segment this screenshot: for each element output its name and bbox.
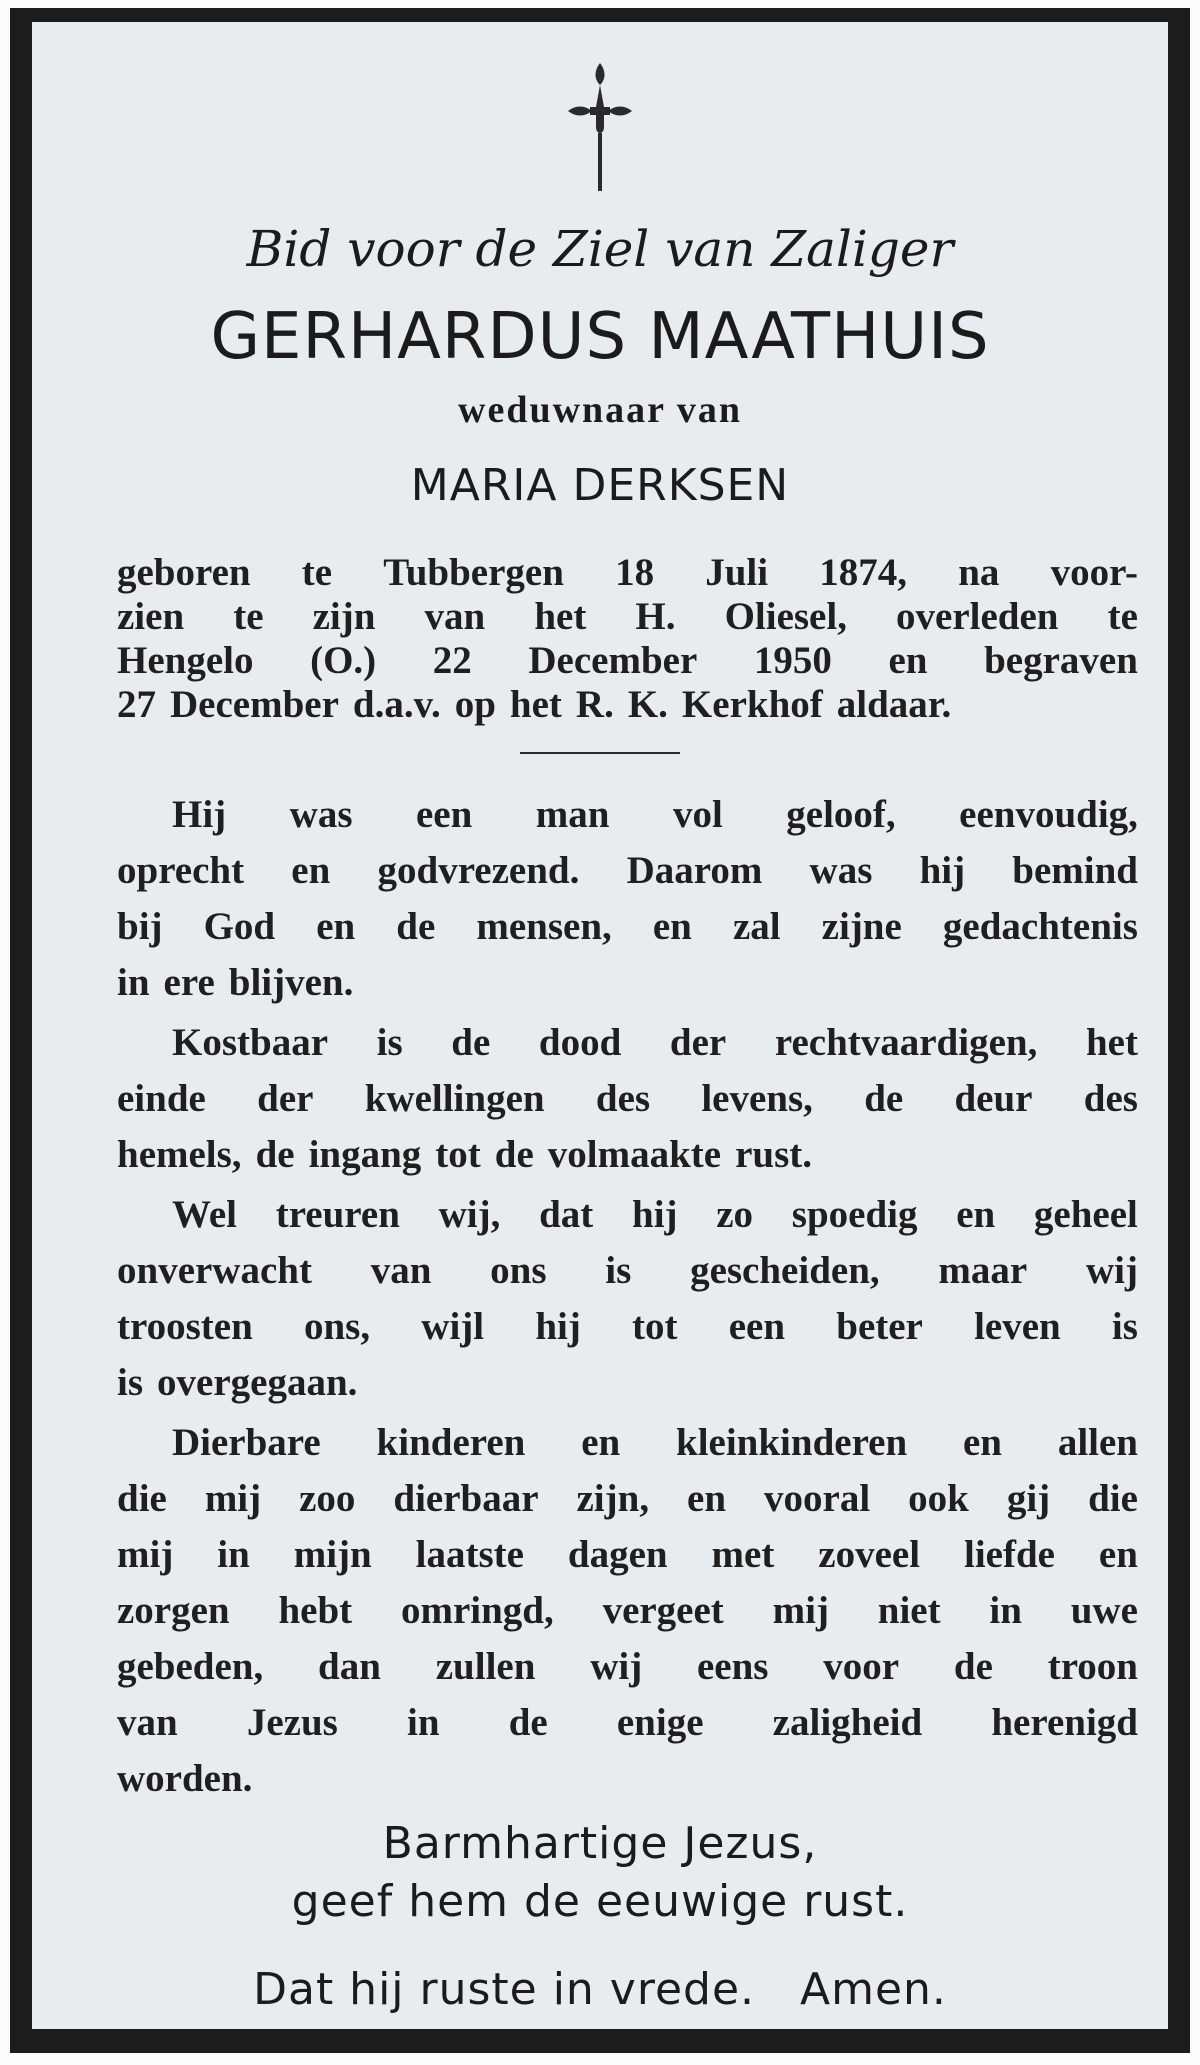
bio-line: zien te zijn van het H. Oliesel, overleden te [117, 595, 1138, 638]
paragraph-line: worden. [117, 1757, 253, 1800]
card-paper [32, 22, 1168, 2029]
paragraph-line: is overgegaan. [117, 1361, 358, 1404]
paragraph-line: Dierbare kinderen en kleinkinderen en allen [172, 1421, 1138, 1464]
paragraph-line: oprecht en godvrezend. Daarom was hij bemind [117, 849, 1138, 892]
closing-amen: Dat hij ruste in vrede. Amen. [253, 1964, 947, 2015]
prayer-heading: Bid voor de Ziel van Zaliger [246, 220, 954, 278]
paragraph-line: hemels, de ingang tot de volmaakte rust. [117, 1133, 812, 1176]
closing-request: geef hem de eeuwige rust. [291, 1876, 909, 1927]
bio-line: geboren te Tubbergen 18 Juli 1874, na voor- [117, 551, 1138, 594]
bio-line: Hengelo (O.) 22 December 1950 en begraven [117, 639, 1138, 682]
spouse-name: MARIA DERKSEN [410, 460, 790, 511]
paragraph-line: Kostbaar is de dood der rechtvaardigen, het [172, 1021, 1138, 1064]
memorial-card [10, 8, 1190, 2053]
paragraph-line: Wel treuren wij, dat hij zo spoedig en geheel [172, 1193, 1138, 1236]
paragraph-line: van Jezus in de enige zaligheid herenigd [117, 1701, 1138, 1744]
relation-text: weduwnaar van [458, 389, 742, 431]
paragraph-line: troosten ons, wijl hij tot een beter leven is [117, 1305, 1138, 1348]
paragraph-line: einde der kwellingen des levens, de deur des [117, 1077, 1138, 1120]
divider [520, 752, 680, 754]
paragraph-line: onverwacht van ons is gescheiden, maar wij [117, 1249, 1138, 1292]
paragraph-line: mij in mijn laatste dagen met zoveel liefde en [117, 1533, 1138, 1576]
closing-invocation: Barmhartige Jezus, [382, 1818, 818, 1869]
paragraph-line: Hij was een man vol geloof, eenvoudig, [172, 793, 1138, 836]
deceased-name: GERHARDUS MAATHUIS [210, 300, 990, 374]
bio-line: 27 December d.a.v. op het R. K. Kerkhof aldaar. [117, 683, 952, 726]
paragraph-line: gebeden, dan zullen wij eens voor de troon [117, 1645, 1138, 1688]
paragraph-line: in ere blijven. [117, 961, 354, 1004]
cross-icon [560, 57, 640, 197]
paragraph-line: bij God en de mensen, en zal zijne gedachtenis [117, 905, 1138, 948]
paragraph-line: zorgen hebt omringd, vergeet mij niet in uwe [117, 1589, 1138, 1632]
paragraph-line: die mij zoo dierbaar zijn, en vooral ook gij die [117, 1477, 1138, 1520]
